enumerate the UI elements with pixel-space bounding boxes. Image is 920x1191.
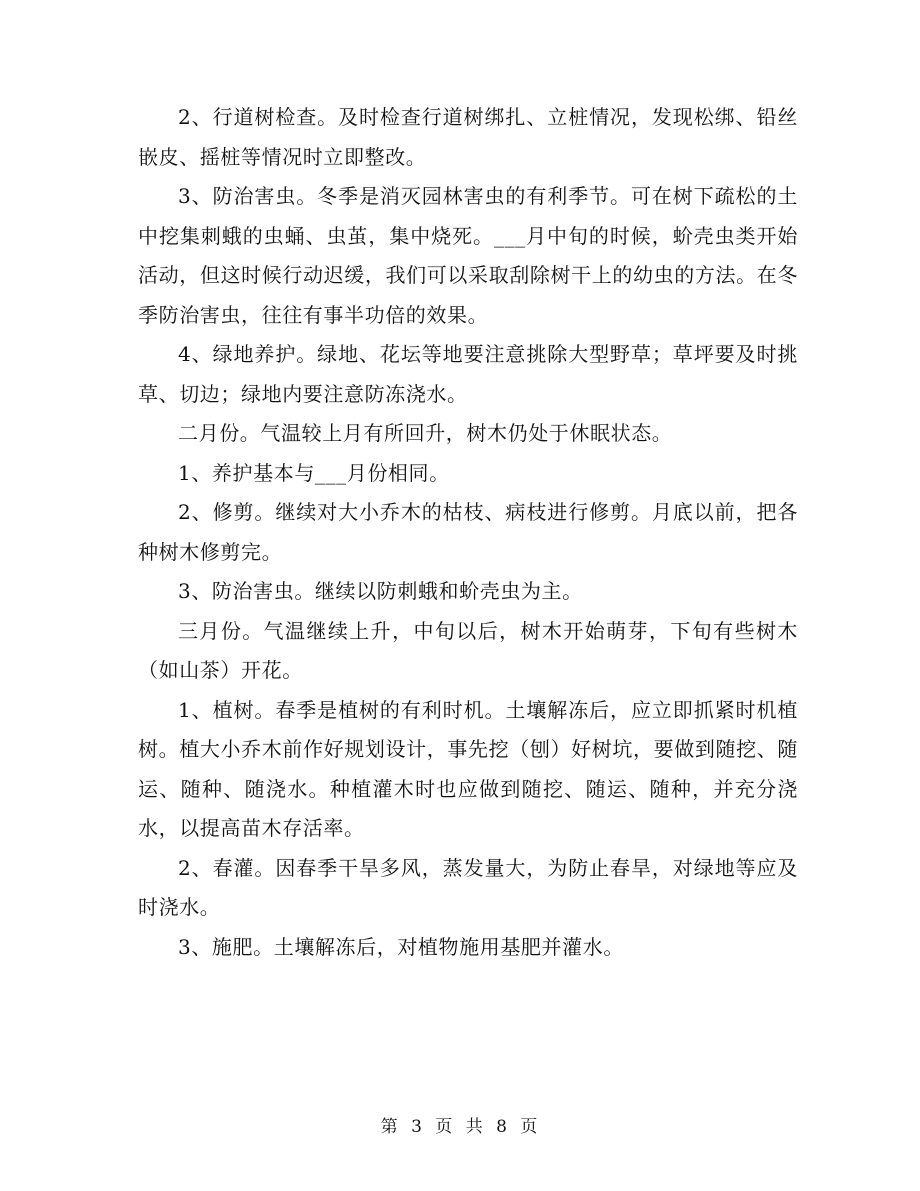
paragraph-feb-pest-control: 3、防治害虫。继续以防刺蛾和蚧壳虫为主。: [178, 579, 583, 603]
footer-page-word: 页: [435, 1117, 455, 1137]
footer-current-page: 3: [411, 1117, 424, 1137]
paragraph-pest-control-winter: 3、防治害虫。冬季是消灭园林害虫的有利季节。可在树下疏松的土中挖集刺蛾的虫蛹、虫茧，集中烧死。___月中旬的时候，蚧壳虫类开始活动，但这时候行动迟缓，我们可以采取刮除树干上的幼虫的方法。在冬季防治害虫，往往有事半功倍的效果。: [138, 184, 798, 327]
page-footer: [0, 1112, 920, 1137]
paragraph-march-heading: 三月份。气温继续上升，中旬以后，树木开始萌芽，下旬有些树木（如山茶）开花。: [138, 618, 798, 682]
paragraph-march-planting: 1、植树。春季是植树的有利时机。土壤解冻后，应立即抓紧时机植树。植大小乔木前作好规划设计，事先挖（刨）好树坑，要做到随挖、随运、随种、随浇水。种植灌木时也应做到随挖、随运、随种，并充分浇水，以提高苗木存活率。: [138, 697, 798, 840]
footer-suffix: 页: [520, 1117, 540, 1137]
document-body: [138, 98, 798, 967]
paragraph-feb-maintenance: 1、养护基本与___月份相同。: [178, 460, 450, 485]
paragraph-march-spring-irrigation: 2、春灌。因春季干旱多风，蒸发量大，为防止春旱，对绿地等应及时浇水。: [138, 855, 798, 919]
paragraph-march-fertilizing: 3、施肥。土壤解冻后，对植物施用基肥并灌水。: [178, 934, 624, 959]
footer-total-pages: 8: [496, 1117, 509, 1137]
paragraph-february-heading: 二月份。气温较上月有所回升，树木仍处于休眠状态。: [178, 421, 673, 445]
paragraph-feb-pruning: 2、修剪。继续对大小乔木的枯枝、病枝进行修剪。月底以前，把各种树木修剪完。: [138, 500, 798, 564]
paragraph-street-tree-inspection: 2、行道树检查。及时检查行道树绑扎、立桩情况，发现松绑、铅丝嵌皮、摇桩等情况时立即整改。: [138, 105, 798, 169]
footer-total-word: 共: [465, 1117, 485, 1137]
paragraph-greenland-maintenance: 4、绿地养护。绿地、花坛等地要注意挑除大型野草；草坪要及时挑草、切边；绿地内要注意防冻浇水。: [138, 342, 798, 406]
footer-prefix: 第: [380, 1117, 400, 1137]
